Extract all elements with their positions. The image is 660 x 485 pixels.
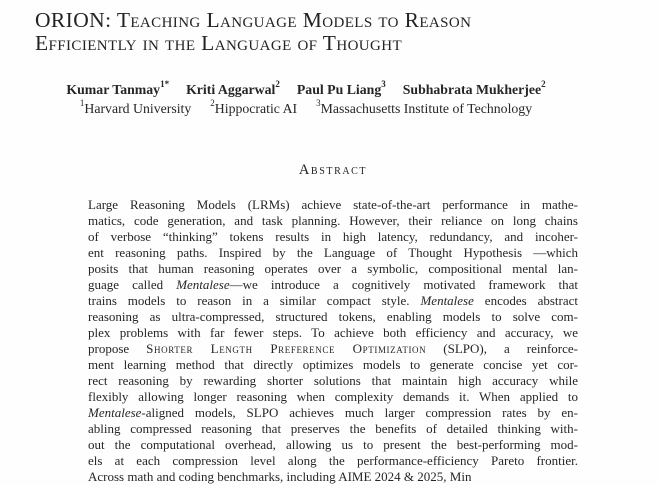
affiliation-name: Hippocratic AI (214, 101, 298, 116)
abstract-text: ment learning method that directly optimizes models to generate concise yet cor- (88, 357, 578, 372)
abstract-text: reasoning as ultra-compressed, structured tokens, enabling models to solve com- (88, 309, 578, 324)
abstract-text: abling compressed reasoning that preserves the benefits of detailed thinking with- (88, 421, 578, 436)
abstract-line (88, 437, 578, 453)
author-superscript: 1* (160, 79, 170, 90)
affiliation-list (35, 98, 577, 117)
author-superscript: 2 (541, 79, 546, 90)
affiliation (210, 98, 298, 117)
author-name: Kriti Aggarwal (186, 82, 276, 97)
abstract-text: Across math and coding benchmarks, including AIME 2024 & 2025, Min (88, 469, 472, 484)
affiliation-superscript: 3 (316, 98, 321, 109)
abstract-line (88, 405, 578, 421)
affiliation (316, 98, 533, 117)
abstract-text: guage called (88, 277, 177, 292)
abstract-line (88, 373, 578, 389)
author (402, 79, 546, 98)
abstract-text: encodes abstract (473, 293, 578, 308)
affiliation-superscript: 1 (79, 98, 85, 109)
abstract-line (88, 357, 578, 373)
abstract-line (88, 197, 578, 213)
paper-title-line1: ORION: Teaching Language Models to Reason (35, 8, 472, 32)
abstract-text: trains models to reason in a similar compact style. (88, 293, 421, 308)
abstract-line (88, 309, 578, 325)
italic-term: Mentalese (88, 405, 142, 420)
paper-title-line2: Efficiently in the Language of Thought (35, 30, 403, 55)
abstract-line (88, 453, 578, 469)
affiliation-superscript: 2 (210, 98, 215, 109)
abstract-line (88, 293, 578, 309)
abstract-line (88, 341, 578, 357)
author (186, 79, 280, 98)
abstract-line (88, 325, 578, 341)
abstract-text: -aligned models, SLPO achieves much larger compression rates by en- (141, 405, 578, 420)
author (66, 79, 170, 98)
abstract-text: matics, code generation, and task planning. However, their reliance on long chains (88, 213, 578, 228)
affiliation (79, 98, 192, 117)
abstract-line (88, 261, 578, 277)
author-name: Kumar Tanmay (66, 82, 161, 97)
abstract-text: —we introduce a cognitively motivated framework that (229, 277, 578, 292)
abstract-line (88, 213, 578, 229)
abstract-text: of verbose “thinking” tokens results in high latency, redundancy, and incoher- (88, 229, 578, 244)
abstract-text: propose (88, 341, 147, 356)
abstract-text: out the computational overhead, allowing us to present the best-performing mod- (88, 437, 578, 452)
paper-title (35, 9, 471, 54)
abstract-text: Large Reasoning Models (LRMs) achieve state-of-the-art performance in mathe- (88, 197, 578, 212)
author-name: Subhabrata Mukherjee (402, 82, 542, 97)
abstract-line (88, 245, 578, 261)
abstract-text: flexibly allowing longer reasoning when complexity demands it. When applied to (88, 389, 578, 404)
author-superscript: 2 (275, 79, 280, 90)
affiliation-name: Harvard University (84, 101, 192, 116)
abstract-line (88, 229, 578, 245)
abstract-text: plex problems with far fewer steps. To achieve both efficiency and accuracy, we (88, 325, 578, 340)
abstract-line (88, 389, 578, 405)
abstract-heading: Abstract (298, 162, 368, 178)
abstract-text: ent reasoning paths. Inspired by the Language of Thought Hypothesis —which (88, 245, 578, 260)
author-superscript: 3 (381, 79, 386, 90)
abstract-text: els at each compression level along the performance-efficiency Pareto frontier. (88, 453, 578, 468)
abstract-line (88, 421, 578, 437)
abstract-text: rect reasoning by rewarding shorter solutions that maintain high accuracy while (88, 373, 578, 388)
author-name: Paul Pu Liang (296, 82, 382, 97)
affiliation-name: Massachusetts Institute of Technology (320, 101, 533, 116)
author-list (35, 79, 577, 98)
abstract-line (88, 277, 578, 293)
abstract-line (88, 469, 578, 485)
abstract-text: (SLPO), a reinforce- (426, 341, 578, 356)
abstract-text: posits that human reasoning operates over a symbolic, compositional mental lan- (88, 261, 578, 276)
italic-term: Mentalese (176, 277, 230, 292)
smallcaps-term: Shorter Length Preference Optimization (146, 341, 427, 356)
author (296, 79, 386, 98)
italic-term: Mentalese (420, 293, 474, 308)
abstract-body (88, 197, 578, 485)
